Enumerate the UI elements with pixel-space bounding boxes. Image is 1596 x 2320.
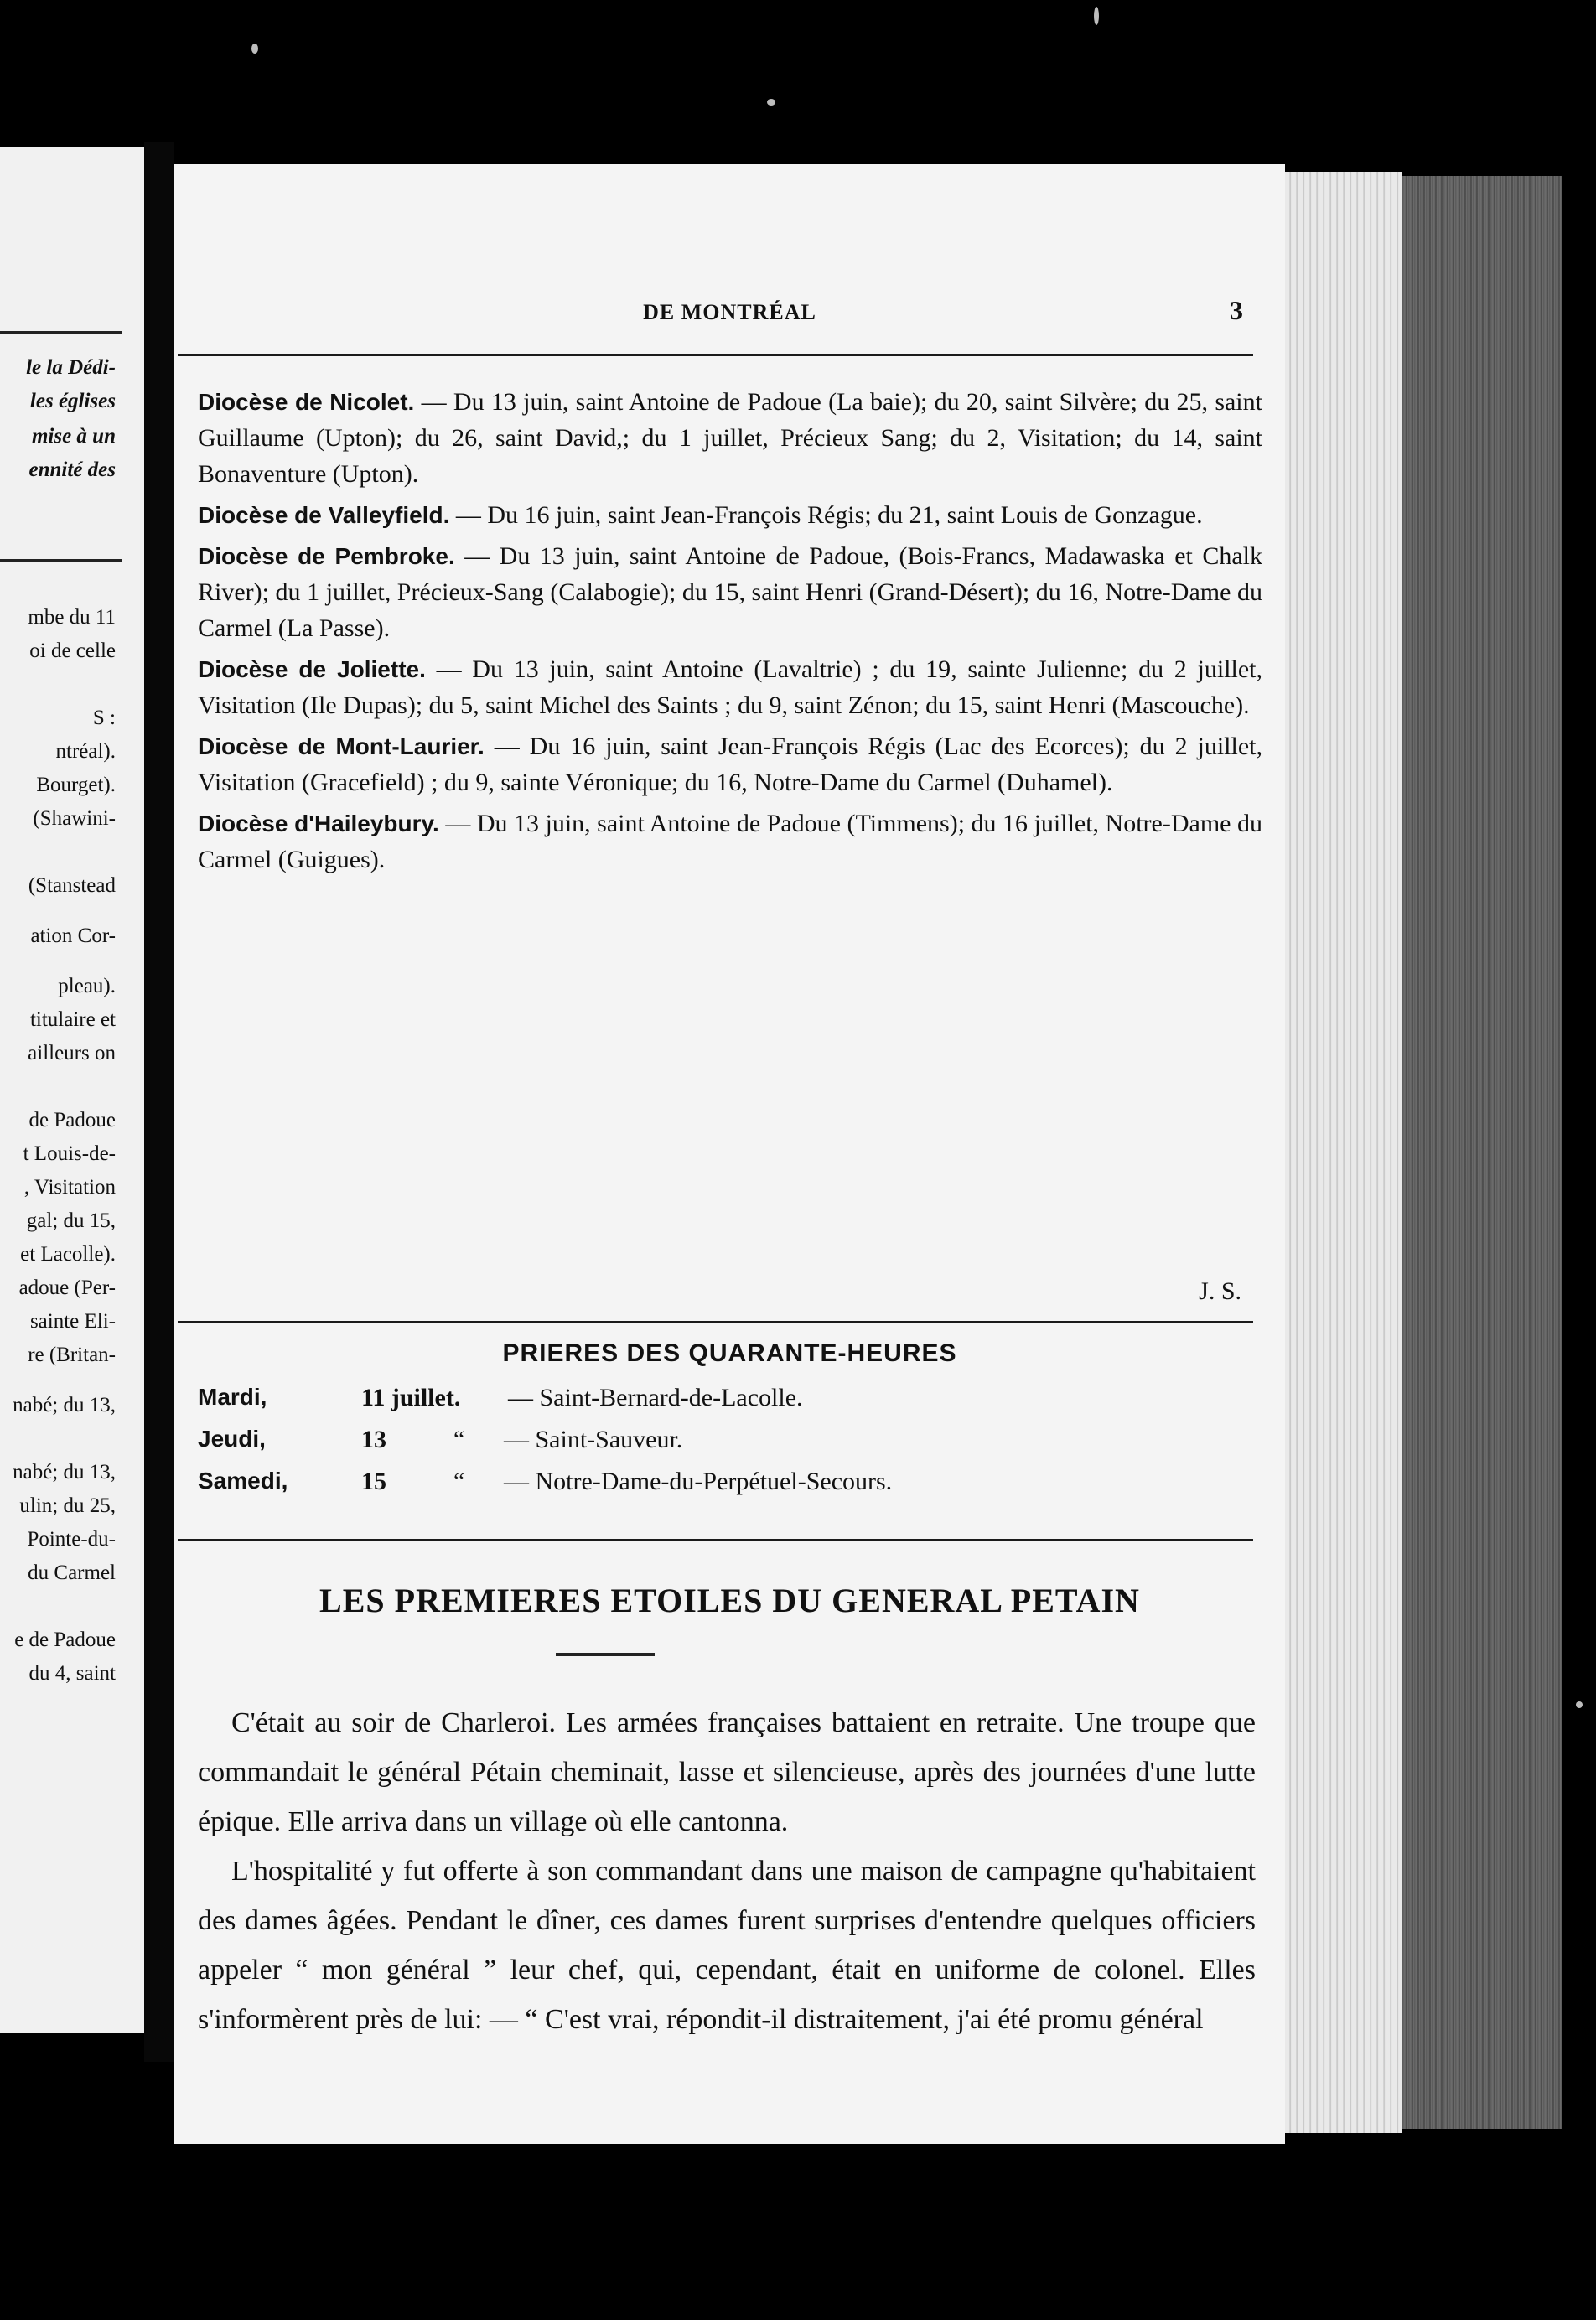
prayer-date: 15 xyxy=(361,1468,386,1495)
diocese-name: Diocèse de Mont-Laurier. xyxy=(198,733,484,759)
diocese-text: — Du 13 juin, saint Antoine (Lavaltrie) ; du 19, sainte Julienne; du 2 juillet, Visitation (Ile Dupas); du 5, saint Michel des Saints ; du 9, saint Zénon; du 15, saint Henri (Mascouche). xyxy=(198,655,1262,719)
left-page-line: titulaire et xyxy=(29,1008,116,1031)
diocese-name: Diocèse de Valleyfield. xyxy=(198,502,450,528)
scan-speck xyxy=(767,99,775,106)
left-page-line: e de Padoue xyxy=(14,1629,116,1651)
left-page-line: du Carmel xyxy=(28,1561,116,1584)
left-page-line: (Stanstead xyxy=(28,874,116,897)
diocese-note xyxy=(198,538,1262,646)
left-page-line: ulin; du 25, xyxy=(19,1494,116,1517)
left-page-line: Bourget). xyxy=(36,774,116,796)
diocese-name: Diocèse de Joliette. xyxy=(198,656,426,682)
left-page-line: sainte Eli- xyxy=(29,1310,116,1333)
scan-speck xyxy=(251,44,258,54)
prayer-place: — Saint-Sauveur. xyxy=(504,1426,683,1453)
left-page-line: adoue (Per- xyxy=(18,1277,116,1299)
diocese-text: — Du 13 juin, saint Antoine de Padoue (Timmens); du 16 juillet, Notre-Dame du Carmel (Guigues). xyxy=(198,810,1262,873)
prayer-date: 13 xyxy=(361,1426,386,1453)
left-page-line: du 4, saint xyxy=(28,1662,116,1685)
left-page-line: Pointe-du- xyxy=(27,1528,116,1551)
diocese-text: — Du 16 juin, saint Jean-François Régis (Lac des Ecorces); du 2 juillet, Visitation (Gracefield) ; du 9, sainte Véronique; du 16, Notre-Dame du Carmel (Duhamel). xyxy=(198,733,1262,796)
left-page-line: ntréal). xyxy=(55,740,116,763)
article-paragraph: C'était au soir de Charleroi. Les armées françaises battaient en retraite. Une troupe que commandait le général Pétain cheminait, lasse et silencieuse, après des journées d'une lutte épique. Elle arriva dans un village où elle cantonna. xyxy=(198,1707,1256,1837)
left-page-line: et Lacolle). xyxy=(20,1243,116,1266)
diocese-note xyxy=(198,651,1262,723)
book-gutter xyxy=(144,142,174,2062)
left-page-line: de Padoue xyxy=(28,1109,116,1132)
diocese-note xyxy=(198,805,1262,878)
left-page-line: mise à un xyxy=(31,425,116,448)
prayer-place: — Saint-Bernard-de-Lacolle. xyxy=(508,1384,803,1411)
article-paragraph: L'hospitalité y fut offerte à son commandant dans une maison de campagne qu'habitaient des dames âgées. Pendant le dîner, ces dames furent surprises d'entendre quelques officiers appeler “ mon général ” leur chef, qui, cependant, était en uniforme de colonel. Elles s'informèrent près de lui: — “ C'est vrai, répondit-il distraitement, j'ai été promu général xyxy=(198,1856,1256,2035)
left-page-line: oi de celle xyxy=(29,640,116,662)
diocese-notes xyxy=(198,384,1262,883)
scan-speck xyxy=(1094,7,1099,25)
diocese-text: — Du 13 juin, saint Antoine de Padoue, (Bois-Francs, Madawaska et Chalk River); du 1 juillet, Précieux-Sang (Calabogie); du 15, saint Henri (Grand-Désert); du 16, Notre-Dame du Carmel (La Passe). xyxy=(198,542,1262,642)
left-page-line: gal; du 15, xyxy=(26,1209,116,1232)
left-page-line: pleau). xyxy=(58,975,116,997)
prayer-day: Samedi, xyxy=(198,1468,288,1494)
signature: J. S. xyxy=(1199,1277,1241,1305)
left-page-line: t Louis-de- xyxy=(23,1142,116,1165)
diocese-name: Diocèse de Nicolet. xyxy=(198,389,415,415)
diocese-text: — Du 13 juin, saint Antoine de Padoue (La baie); du 20, saint Silvère; du 25, saint Guillaume (Upton); du 26, saint David,; du 1 juillet, Précieux Sang; du 2, Visitation; du 14, saint Bonaventure (Upton). xyxy=(198,388,1262,488)
prayer-day: Jeudi, xyxy=(198,1426,266,1452)
article-body xyxy=(198,1698,1256,2044)
scan-speck xyxy=(1576,1701,1583,1708)
header-rule xyxy=(178,354,1253,356)
prayer-date: 11 juillet. xyxy=(361,1384,461,1411)
prayer-day: Mardi, xyxy=(198,1384,267,1410)
left-page-line: nabé; du 13, xyxy=(13,1394,116,1416)
running-head: DE MONTRÉAL xyxy=(643,300,816,324)
left-page-line: (Shawini- xyxy=(33,807,116,830)
main-page xyxy=(174,164,1285,2144)
diocese-name: Diocèse de Pembroke. xyxy=(198,543,455,569)
section-rule xyxy=(178,1539,1253,1541)
page-number: 3 xyxy=(1230,295,1243,325)
prayer-ditto: “ xyxy=(453,1426,465,1453)
diocese-note xyxy=(198,497,1262,533)
left-page-line: re (Britan- xyxy=(28,1344,116,1366)
article-title: LES PREMIERES ETOILES DU GENERAL PETAIN xyxy=(319,1582,1140,1619)
diocese-note xyxy=(198,728,1262,800)
left-page-line: les églises xyxy=(29,390,116,412)
left-page-line: , Visitation xyxy=(23,1176,116,1199)
left-page-line: ation Cor- xyxy=(30,924,116,947)
page-edges xyxy=(1285,172,1402,2133)
title-rule xyxy=(556,1653,655,1656)
left-page-line: ennité des xyxy=(28,458,116,481)
diocese-name: Diocèse d'Haileybury. xyxy=(198,810,439,836)
left-page-line: S : xyxy=(92,707,116,729)
prayer-ditto: “ xyxy=(453,1468,465,1495)
left-facing-page xyxy=(0,147,144,2033)
left-page-rule xyxy=(0,331,122,334)
diocese-text: — Du 16 juin, saint Jean-François Régis; du 21, saint Louis de Gonzague. xyxy=(449,501,1203,529)
left-page-line: mbe du 11 xyxy=(28,606,116,629)
left-page-line: le la Dédi- xyxy=(26,356,116,379)
book-block-edge xyxy=(1402,176,1562,2129)
diocese-note xyxy=(198,384,1262,492)
left-page-rule xyxy=(0,559,122,562)
section-rule xyxy=(178,1321,1253,1323)
prayers-title: PRIERES DES QUARANTE-HEURES xyxy=(502,1339,957,1367)
prayer-place: — Notre-Dame-du-Perpétuel-Secours. xyxy=(504,1468,893,1495)
left-page-line: ailleurs on xyxy=(28,1042,116,1064)
left-page-line: nabé; du 13, xyxy=(13,1461,116,1484)
